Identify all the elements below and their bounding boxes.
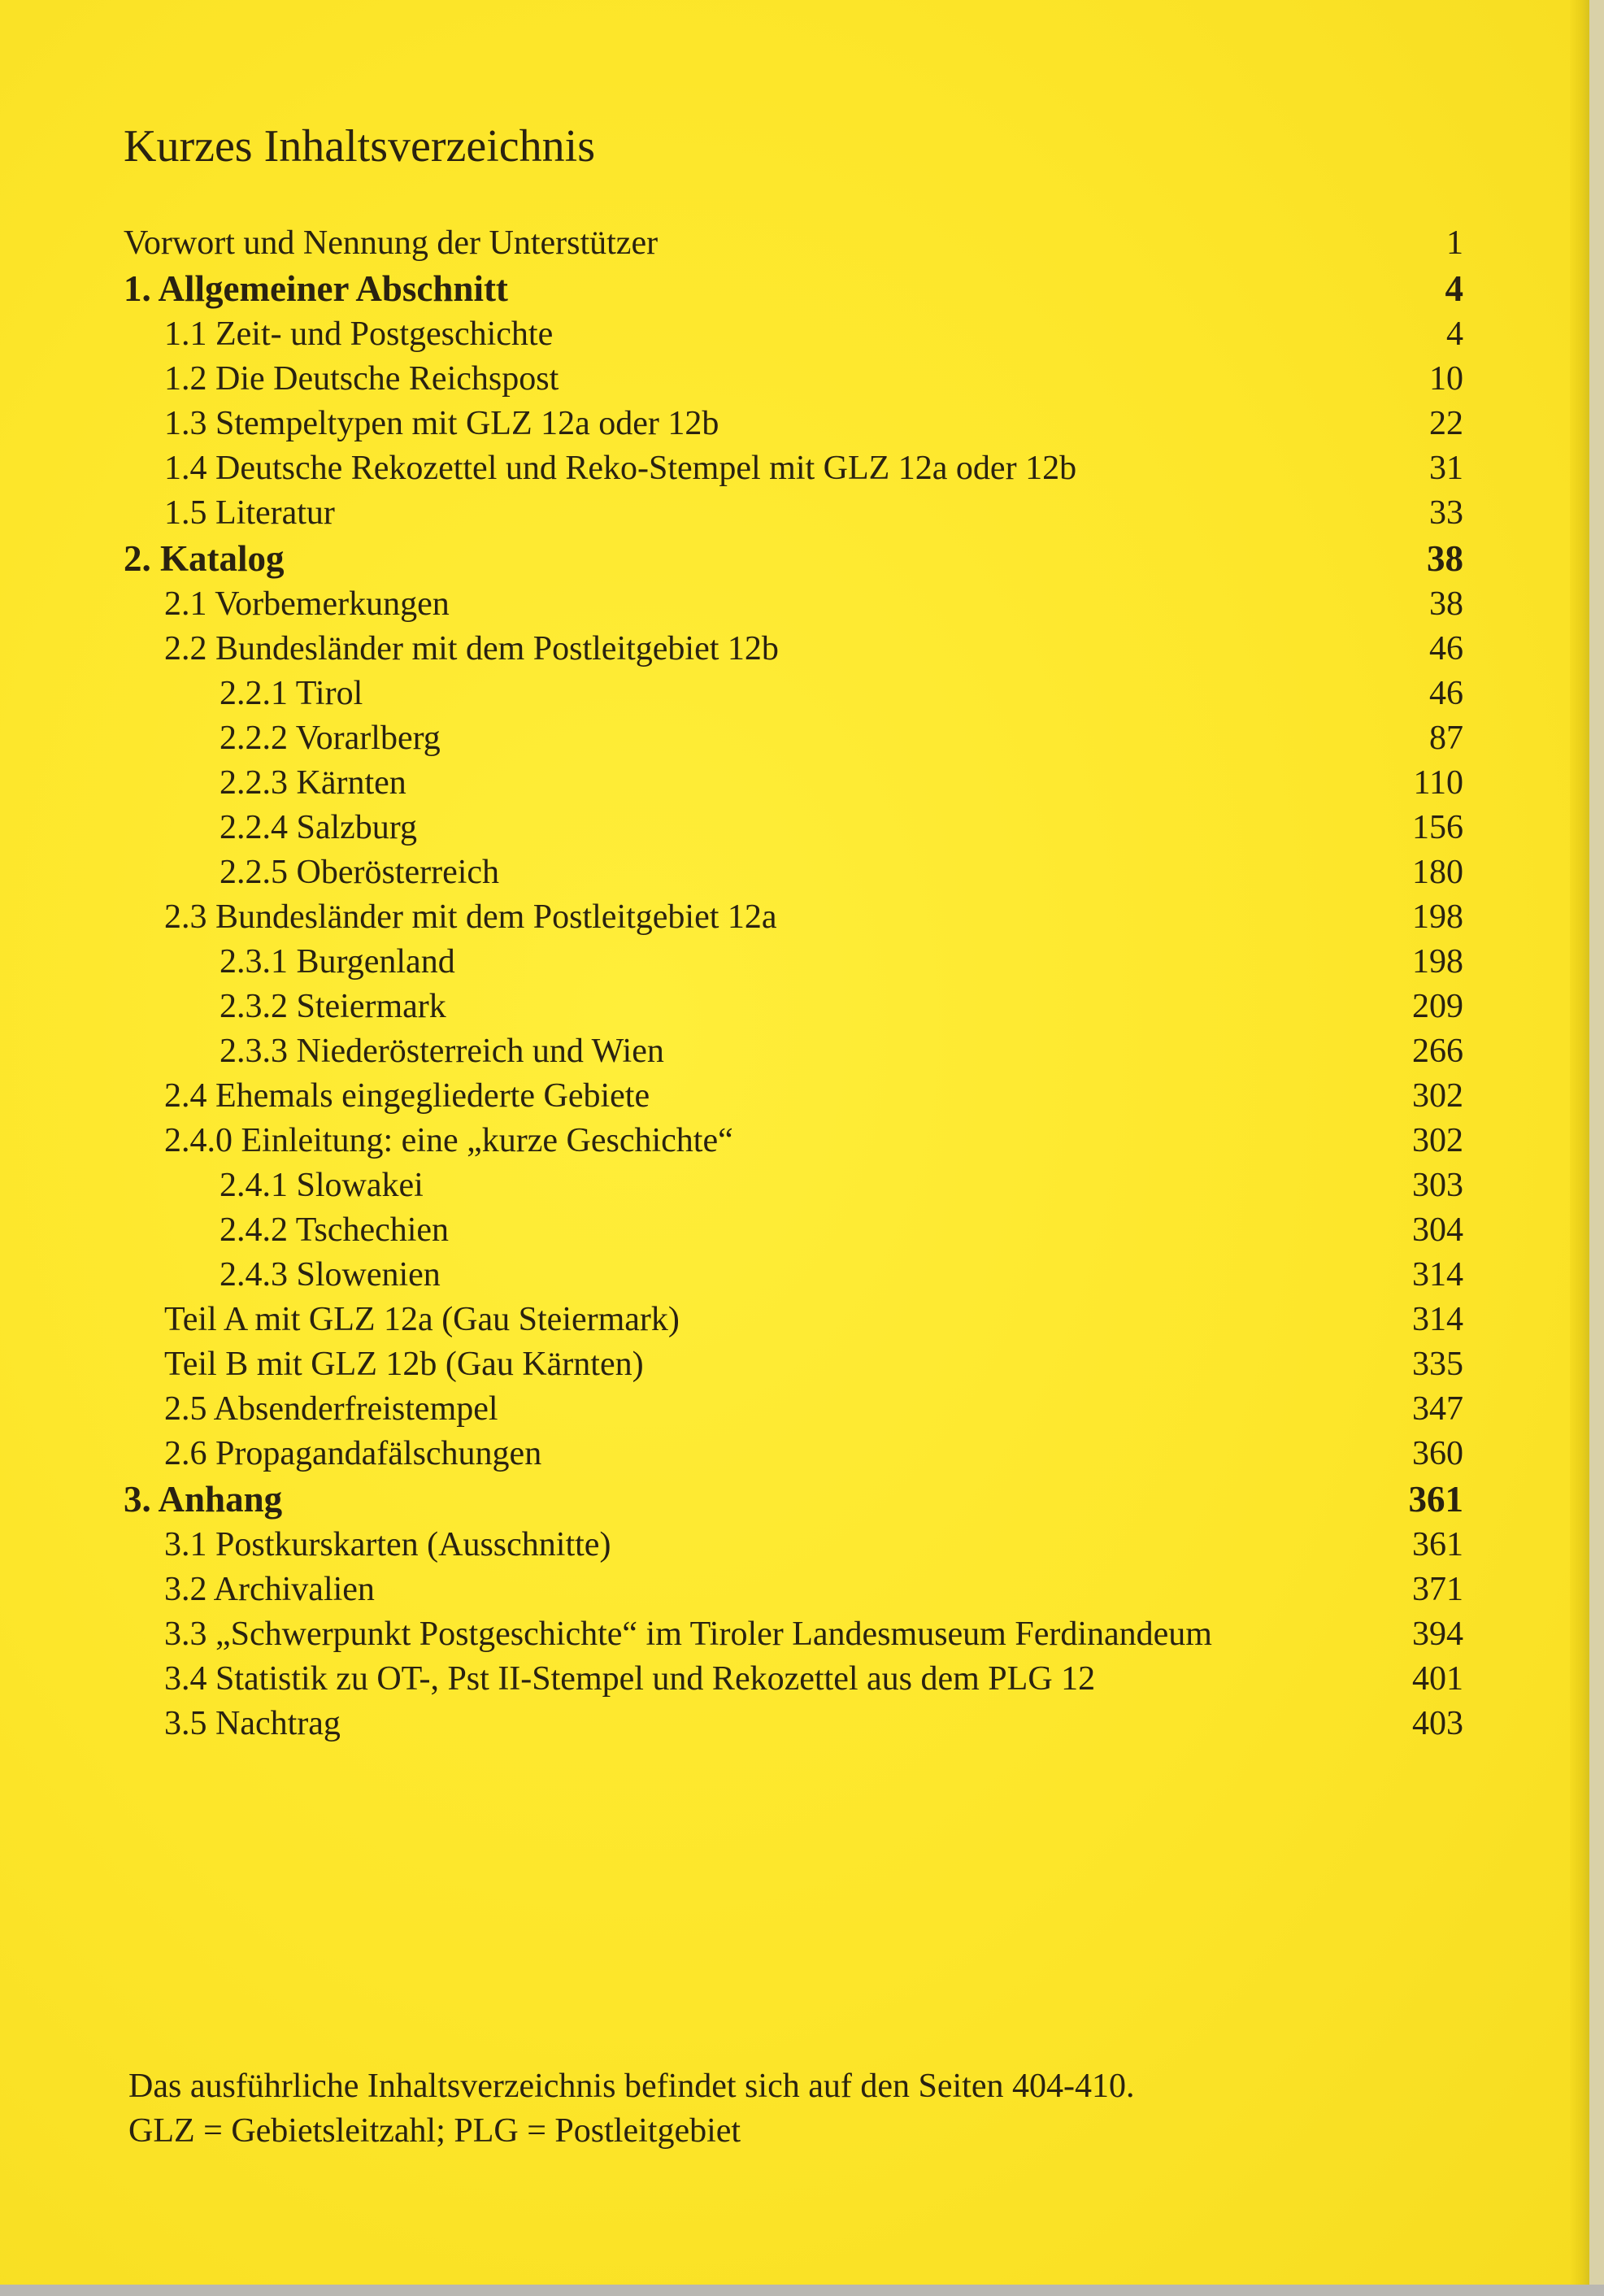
toc-page-number: 401 [1412, 1660, 1463, 1698]
toc-page-number: 303 [1412, 1167, 1463, 1204]
toc-entry-label: 3.3 „Schwerpunkt Postgeschichte“ im Tiroler Landesmuseum Ferdinandeum [164, 1615, 1212, 1653]
toc-page-number: 33 [1429, 494, 1463, 532]
toc-entry-label: 2.4.0 Einleitung: eine „kurze Geschichte“ [164, 1122, 733, 1159]
toc-entry [0, 1074, 1589, 1119]
toc-page-number: 46 [1429, 630, 1463, 667]
toc-entry [0, 1523, 1589, 1568]
toc-page-number: 360 [1412, 1435, 1463, 1472]
toc-entry-label: 2. Katalog [124, 538, 285, 579]
toc-entry-label: 2.4 Ehemals eingegliederte Gebiete [164, 1077, 650, 1115]
toc-entry [0, 895, 1589, 940]
footnotes [128, 2064, 1134, 2154]
toc-entry-label: 1.1 Zeit- und Postgeschichte [164, 315, 554, 353]
toc-entry-label: 3.5 Nachtrag [164, 1705, 341, 1742]
toc-entry [0, 940, 1589, 985]
toc-entry-label: 3.2 Archivalien [164, 1571, 375, 1608]
toc-entry [0, 1432, 1589, 1476]
toc-entry [0, 1119, 1589, 1163]
toc-entry [0, 1253, 1589, 1298]
toc-entry-label: 1.4 Deutsche Rekozettel und Reko-Stempel mit GLZ 12a oder 12b [164, 450, 1077, 487]
toc-entry-label: 3.4 Statistik zu OT-, Pst II-Stempel und Rekozettel aus dem PLG 12 [164, 1660, 1096, 1698]
toc-entry-label: 3.1 Postkurskarten (Ausschnitte) [164, 1526, 611, 1563]
toc-page-number: 38 [1427, 538, 1463, 579]
toc-page-number: 1 [1446, 224, 1463, 262]
page-title: Kurzes Inhaltsverzeichnis [124, 121, 595, 172]
toc-entry [0, 1342, 1589, 1387]
footnote-abbreviations: GLZ = Gebietsleitzahl; PLG = Postleitgebiet [128, 2112, 741, 2150]
toc-page-number: 302 [1412, 1122, 1463, 1159]
toc-page-number: 304 [1412, 1211, 1463, 1249]
toc-entry [0, 312, 1589, 357]
toc-entry-label: 2.2.5 Oberösterreich [220, 854, 500, 891]
toc-page-number: 347 [1412, 1390, 1463, 1428]
toc-page-number: 266 [1412, 1033, 1463, 1070]
toc-page-number: 22 [1429, 405, 1463, 442]
toc-page-number: 38 [1429, 585, 1463, 623]
toc-page-number: 46 [1429, 675, 1463, 712]
toc-chapter [0, 536, 1589, 582]
toc-entry-label: 2.3.3 Niederösterreich und Wien [220, 1033, 664, 1070]
table-of-contents [0, 221, 1589, 1746]
toc-entry [0, 1702, 1589, 1746]
toc-entry-label: 2.3.1 Burgenland [220, 943, 455, 981]
toc-entry-label: 2.3 Bundesländer mit dem Postleitgebiet 12a [164, 898, 777, 936]
toc-entry [0, 627, 1589, 672]
toc-entry [0, 716, 1589, 761]
toc-entry [0, 446, 1589, 491]
toc-entry-label: 2.3.2 Steiermark [220, 988, 446, 1025]
toc-page-number: 394 [1412, 1615, 1463, 1653]
toc-entry [0, 491, 1589, 536]
toc-entry-label: 2.2.4 Salzburg [220, 809, 418, 846]
toc-page-number: 4 [1445, 268, 1463, 309]
toc-entry-label: 1.5 Literatur [164, 494, 335, 532]
toc-entry-label: 2.4.2 Tschechien [220, 1211, 450, 1249]
toc-entry [0, 1029, 1589, 1074]
toc-page-number: 4 [1446, 315, 1463, 353]
toc-page-number: 361 [1412, 1526, 1463, 1563]
toc-page-number: 403 [1412, 1705, 1463, 1742]
footnote-detailed-toc: Das ausführliche Inhaltsverzeichnis befindet sich auf den Seiten 404-410. [128, 2068, 1135, 2105]
toc-entry [0, 761, 1589, 806]
toc-chapter [0, 266, 1589, 312]
toc-page-number: 87 [1429, 720, 1463, 757]
toc-entry-label: 2.4.3 Slowenien [220, 1256, 441, 1294]
toc-entry-label: Teil B mit GLZ 12b (Gau Kärnten) [164, 1346, 644, 1383]
toc-page-number: 110 [1413, 764, 1463, 802]
toc-entry-label: Vorwort und Nennung der Unterstützer [124, 224, 659, 262]
toc-entry-label: 2.2.2 Vorarlberg [220, 720, 441, 757]
toc-chapter [0, 1476, 1589, 1523]
toc-entry-label: 2.2.3 Kärnten [220, 764, 406, 802]
toc-page-number: 156 [1412, 809, 1463, 846]
toc-entry [0, 1568, 1589, 1612]
toc-entry-label: 2.4.1 Slowakei [220, 1167, 424, 1204]
toc-entry [0, 985, 1589, 1029]
toc-page-number: 10 [1429, 360, 1463, 398]
scanner-border [0, 2285, 1604, 2296]
toc-entry-label: 2.1 Vorbemerkungen [164, 585, 450, 623]
toc-entry-label: 2.2.1 Tirol [220, 675, 363, 712]
toc-page-number: 209 [1412, 988, 1463, 1025]
toc-page-number: 198 [1412, 943, 1463, 981]
toc-page-number: 335 [1412, 1346, 1463, 1383]
toc-entry-label: 3. Anhang [124, 1479, 283, 1520]
toc-page-number: 371 [1412, 1571, 1463, 1608]
toc-page-number: 31 [1429, 450, 1463, 487]
toc-entry [0, 357, 1589, 402]
toc-entry [0, 1612, 1589, 1657]
toc-page-number: 361 [1408, 1479, 1463, 1520]
toc-entry [0, 672, 1589, 716]
toc-entry [0, 221, 1589, 266]
toc-entry-label: 1. Allgemeiner Abschnitt [124, 268, 508, 309]
toc-entry-label: 2.2 Bundesländer mit dem Postleitgebiet 12b [164, 630, 779, 667]
toc-entry [0, 1163, 1589, 1208]
toc-entry [0, 1657, 1589, 1702]
toc-entry-label: Teil A mit GLZ 12a (Gau Steiermark) [164, 1301, 680, 1338]
toc-entry [0, 850, 1589, 895]
toc-entry-label: 2.5 Absenderfreistempel [164, 1390, 498, 1428]
toc-page-number: 314 [1412, 1301, 1463, 1338]
toc-entry [0, 402, 1589, 446]
toc-page-number: 180 [1412, 854, 1463, 891]
toc-entry-label: 1.3 Stempeltypen mit GLZ 12a oder 12b [164, 405, 719, 442]
toc-entry-label: 1.2 Die Deutsche Reichspost [164, 360, 559, 398]
toc-page-number: 314 [1412, 1256, 1463, 1294]
toc-entry [0, 1298, 1589, 1342]
toc-entry [0, 1208, 1589, 1253]
toc-entry [0, 806, 1589, 850]
toc-page-number: 302 [1412, 1077, 1463, 1115]
toc-entry-label: 2.6 Propagandafälschungen [164, 1435, 542, 1472]
toc-page-number: 198 [1412, 898, 1463, 936]
toc-entry [0, 1387, 1589, 1432]
toc-entry [0, 582, 1589, 627]
